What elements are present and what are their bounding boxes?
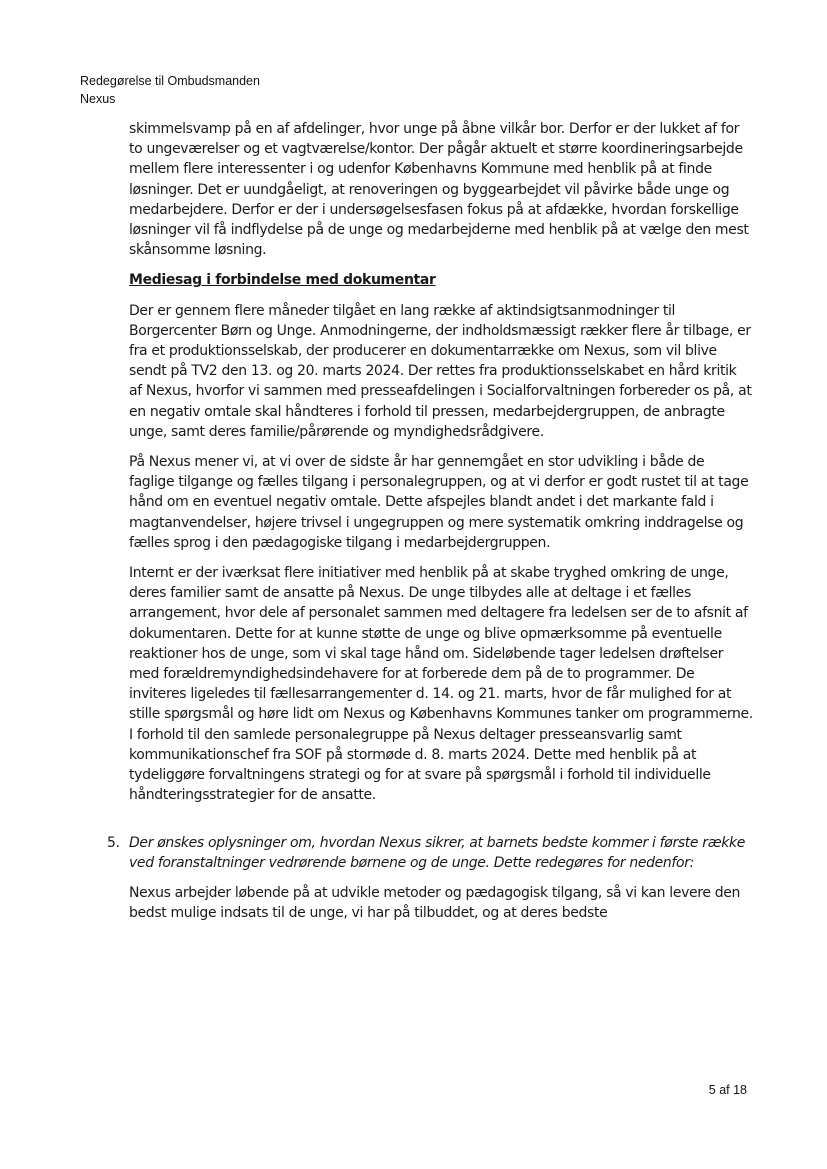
numbered-item-5 bbox=[107, 833, 753, 873]
paragraph-mold-renovation: skimmelsvamp på en af afdelinger, hvor unge på åbne vilkår bor. Derfor er der lukket af for to ungeværelser og et vagtværelse/kontor. Der pågår aktuelt et større koordineringsarbejde mellem flere interessenter i og udenfor Københavns Kommune med henblik på at finde løsninger. Det er uundgåeligt, at renoveringen og byggearbejdet vil påvirke både unge og medarbejdere. Derfor er der i undersøgelsesfasen fokus på at afdække, hvordan forskellige løsninger vil få indflydelse på de unge og medarbejderne med henblik på at vælge den mest skånsomme løsning. bbox=[129, 121, 749, 259]
paragraph-development: På Nexus mener vi, at vi over de sidste år har gennemgået en stor udvikling i både de faglige tilgange og fælles tilgang i personalegruppen, og at vi derfor er godt rustet til at tage hånd om en eventuel negativ omtale. Dette afspejles blandt andet i det markante fald i magtanvendelser, højere trivsel i ungegruppen og mere systematik omkring inddragelse og fælles sprog i den pædagogiske tilgang i medarbejdergruppen. bbox=[129, 454, 749, 551]
page-header bbox=[80, 72, 260, 108]
document-body bbox=[107, 119, 753, 933]
item-question: Der ønskes oplysninger om, hvordan Nexus sikrer, at barnets bedste kommer i første række ved foranstaltninger vedrørende børnene og de unge. Dette redegøres for nedenfor: bbox=[129, 834, 746, 871]
header-subtitle: Nexus bbox=[80, 92, 116, 106]
page-number: 5 af 18 bbox=[708, 1083, 747, 1097]
item-number: 5. bbox=[107, 834, 120, 851]
paragraph-method: Nexus arbejder løbende på at udvikle metoder og pædagogisk tilgang, så vi kan levere den bedst mulige indsats til de unge, vi har på tilbuddet, og at deres bedste bbox=[129, 884, 741, 922]
section-heading-media: Mediesag i forbindelse med dokumentar bbox=[129, 272, 436, 289]
header-title: Redegørelse til Ombudsmanden bbox=[80, 74, 260, 88]
paragraph-documentary: Der er gennem flere måneder tilgået en lang række af aktindsigtsanmodninger til Borgercenter Børn og Unge. Anmodningerne, der indholdsmæssigt rækker flere år tilbage, er fra et produktionsselskab, der producerer en dokumentarrække om Nexus, som vil blive sendt på TV2 den 13. og 20. marts 2024. Der rettes fra produktionsselskabet en hård kritik af Nexus, hvorfor vi sammen med presseafdelingen i Socialforvaltningen forbereder os på, at en negativ omtale skal håndteres i forhold til pressen, medarbejdergruppen, de anbragte unge, samt deres familie/pårørende og myndighedsrådgivere. bbox=[129, 302, 752, 440]
paragraph-initiatives: Internt er der iværksat flere initiativer med henblik på at skabe tryghed omkring de unge, deres familier samt de ansatte på Nexus. De unge tilbydes alle at deltage i et fælles arrangement, hvor dele af personalet sammen med deltagere fra ledelsen ser de to afsnit af dokumentaren. Dette for at kunne støtte de unge og blive opmærksomme på eventuelle reaktioner hos de unge, som vi skal tage hånd om. Sideløbende tager ledelsen drøftelser med forældremyndighedsindehavere for at forberede dem på de to programmer. De inviteres ligeledes til fællesarrangementer d. 14. og 21. marts, hvor de får mulighed for at stille spørgsmål og høre lidt om Nexus og Københavns Kommunes tanker om programmerne. I forhold til den samlede personalegruppe på Nexus deltager presseansvarlig samt kommunikationschef fra SOF på stormøde d. 8. marts 2024. Dette med henblik på at tydeliggøre forvaltningens strategi og for at svare på spørgsmål i forhold til individuelle håndteringsstrategier for de ansatte. bbox=[129, 565, 753, 804]
